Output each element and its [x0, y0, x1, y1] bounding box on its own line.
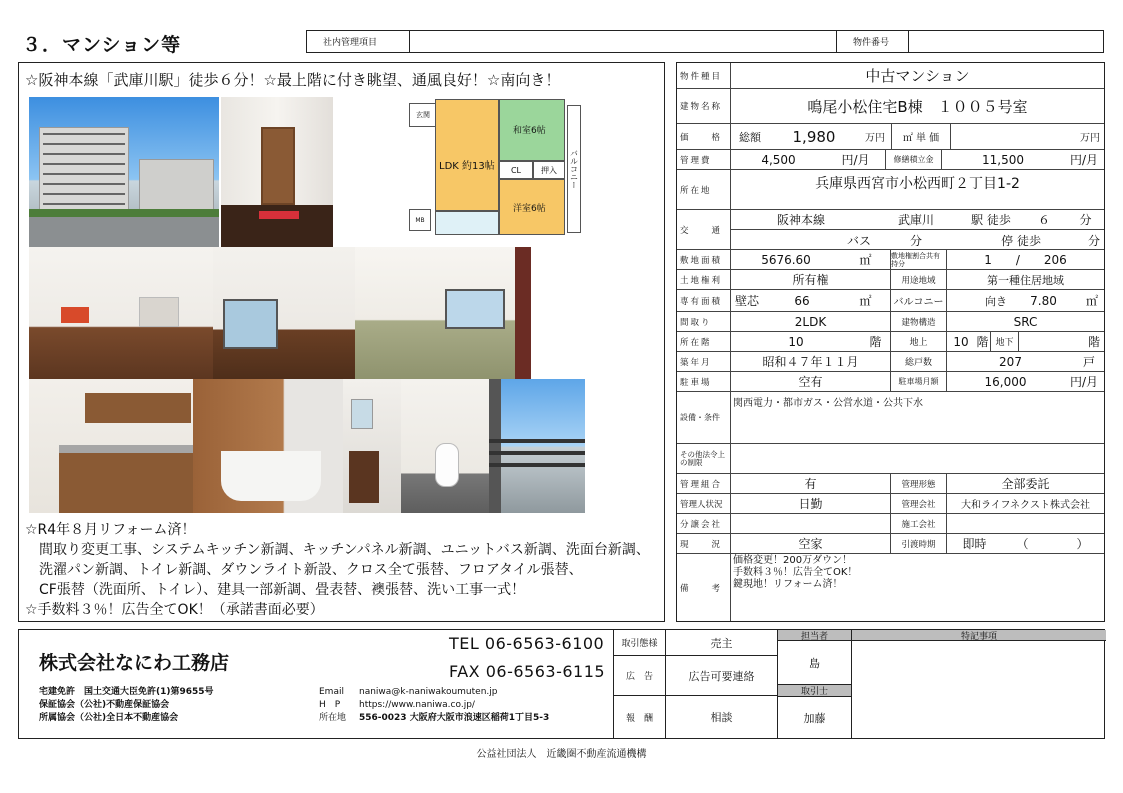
- balcony-photo: [489, 379, 585, 513]
- stop-walk-label: 停 徒歩: [1001, 233, 1041, 248]
- reform-line-5: ☆手数料３％！広告全てOK！（承諾書面必要）: [25, 602, 324, 618]
- site-area-unit: ㎡: [841, 250, 891, 269]
- name-value: 鳴尾小松住宅B棟 １００５号室: [807, 97, 1028, 116]
- total-label: 総額: [739, 130, 761, 144]
- company-tel: TEL 06-6563-6100: [449, 634, 605, 653]
- reform-line-4: CF張替（洗面所、トイレ）、建具一部新調、畳表替、襖張替、洗い工事一式！: [39, 582, 526, 598]
- fee-value: 相談: [666, 696, 778, 738]
- property-no-field[interactable]: [909, 31, 1103, 52]
- units-value: 207: [999, 354, 1022, 369]
- builder-label: 施工会社: [891, 514, 947, 533]
- parking-fee-unit: 円/月: [1069, 375, 1099, 389]
- price-value: 1,980: [792, 127, 836, 146]
- name-label: 建物名称: [677, 89, 731, 123]
- notes-label: 備 考: [677, 554, 731, 621]
- tsubo-unit: 万円: [1080, 133, 1100, 144]
- price-label: 価 格: [677, 124, 731, 149]
- fee-label: 報 酬: [614, 696, 666, 738]
- floor-label: 所在階: [677, 332, 731, 351]
- reform-notes: [25, 520, 665, 620]
- mgr-status-label: 管理人状況: [677, 494, 731, 513]
- internal-mgmt-field[interactable]: [410, 31, 837, 52]
- mgmt-fee-unit: 円/月: [826, 150, 886, 169]
- transport-label: 交 通: [677, 210, 731, 249]
- page-title: ３．マンション等: [22, 34, 182, 56]
- mgmt-co-label: 管理会社: [891, 494, 947, 513]
- floor-plan: [401, 97, 583, 247]
- parking-label: 駐車場: [677, 372, 731, 391]
- addr-value: 556-0023 大阪府大阪市浪速区稲荷1丁目5-3: [359, 713, 550, 723]
- reform-line-3: 洗濯パン新調、トイレ新調、ダウンライト新設、クロス全て張替、フロアタイル張替、: [39, 562, 583, 578]
- line-value: 阪神本線: [776, 213, 825, 227]
- land-right-label: 土地権利: [677, 270, 731, 289]
- notes-value: [731, 554, 1104, 621]
- legal-label: その他法令上の制限: [677, 444, 731, 473]
- mgmt-form-label: 管理形態: [891, 474, 947, 493]
- wall-center-label: 壁芯: [734, 294, 759, 308]
- license-line-1: 宅建免許 国土交通大臣免許(1)第9655号: [39, 687, 214, 697]
- above-value: 10: [953, 334, 969, 349]
- address-value: 兵庫県西宮市小松西町２丁目1-2: [815, 176, 1020, 192]
- deal-grid: [613, 630, 1105, 738]
- below-unit: 階: [1087, 335, 1100, 349]
- kitchen-photo: [29, 379, 193, 513]
- genkan-label: 玄関: [409, 103, 437, 127]
- clerk-value: 加藤: [778, 697, 852, 738]
- station-walk-label: 駅 徒歩: [971, 213, 1011, 227]
- washitsu-photo: [355, 247, 531, 379]
- address-label: 所在地: [677, 170, 731, 209]
- clerk-label: 取引士: [778, 685, 852, 697]
- handover-label: 引渡時期: [891, 534, 947, 553]
- ldk-label: LDK 約13帖: [439, 161, 495, 172]
- headline: ☆阪神本線「武庫川駅」徒歩６分！☆最上階に付き眺望、通風良好！☆南向き！: [25, 71, 561, 89]
- mgmt-fee-label: 管理費: [677, 150, 731, 169]
- license-line-2: 保証協会（公社)不動産保証協会: [39, 700, 170, 710]
- hp-link[interactable]: https://www.naniwa.co.jp/: [359, 700, 475, 710]
- repair-unit: 円/月: [1069, 153, 1099, 167]
- company-name: 株式会社なにわ工務店: [39, 652, 230, 674]
- photo-panel: [18, 62, 665, 622]
- organization: 公益社団法人 近畿圏不動産流通機構: [476, 749, 647, 760]
- zoning-value: 第一種住居地域: [987, 273, 1064, 287]
- structure-label: 建物構造: [891, 312, 947, 331]
- cl-label: CL: [499, 161, 533, 179]
- site-area-value: 5676.60: [761, 252, 811, 267]
- washitsu-label: 和室6帖: [513, 126, 546, 136]
- seller-co-label: 分譲会社: [677, 514, 731, 533]
- above-label: 地上: [891, 332, 947, 351]
- toilet-photo: [401, 379, 489, 513]
- mb-label: MB: [409, 209, 431, 231]
- layout-label: 間取り: [677, 312, 731, 331]
- parking-fee-value: 16,000: [984, 374, 1027, 389]
- balcony-dir: 向き: [985, 294, 1007, 308]
- share-label: 敷地権割合共有持分: [891, 250, 947, 269]
- zoning-label: 用途地域: [891, 270, 947, 289]
- type-label: 物件種目: [677, 63, 731, 88]
- staff-value: 島: [778, 641, 852, 685]
- license-info: [39, 686, 214, 725]
- below-label: 地下: [991, 332, 1019, 351]
- built-label: 築年月: [677, 352, 731, 371]
- bus-label: バス: [846, 233, 871, 248]
- share-value: 1 / 206: [984, 253, 1067, 267]
- email-link[interactable]: naniwa@k-naniwakoumuten.jp: [359, 687, 498, 697]
- exclusive-unit: ㎡: [841, 290, 891, 311]
- units-unit: 戸: [1082, 355, 1095, 369]
- notes-line-3: 鍵現地！リフォーム済！: [733, 579, 843, 590]
- floor-unit: 階: [861, 332, 891, 351]
- hp-label: H P: [319, 700, 341, 710]
- built-value: 昭和４７年１１月: [731, 352, 891, 371]
- legal-value: [731, 444, 1104, 473]
- assoc-label: 管理組合: [677, 474, 731, 493]
- balcony-label: バルコニー: [891, 290, 947, 311]
- special-value: [852, 641, 1106, 738]
- repair-value: 11,500: [982, 152, 1024, 167]
- special-label: 特記事項: [852, 630, 1106, 641]
- floor-value: 10: [788, 334, 804, 349]
- property-table: [676, 62, 1105, 622]
- contact-info: [319, 686, 549, 725]
- above-unit: 階: [975, 332, 991, 351]
- facility-label: 設備・条件: [677, 392, 731, 443]
- exclusive-label: 専有面積: [677, 290, 731, 311]
- washroom-photo: [343, 379, 401, 513]
- repair-label: 修繕積立金: [886, 150, 942, 169]
- structure-value: SRC: [1013, 314, 1038, 329]
- deal-value: 売主: [666, 630, 778, 656]
- land-right-value: 所有権: [731, 270, 891, 289]
- facility-value: 関西電力・都市ガス・公営水道・公共下水: [733, 398, 923, 409]
- units-label: 総戸数: [891, 352, 947, 371]
- license-line-3: 所属協会（公社)全日本不動産協会: [39, 713, 179, 723]
- exterior-photo: [29, 97, 219, 247]
- yoshitsu-label: 洋室6帖: [513, 204, 546, 214]
- mgr-status-value: 日勤: [731, 494, 891, 513]
- email-label: Email: [319, 687, 344, 697]
- status-label: 現 況: [677, 534, 731, 553]
- site-area-label: 敷地面積: [677, 250, 731, 269]
- internal-mgmt-label: 社内管理項目: [307, 31, 410, 52]
- price-unit: 万円: [865, 133, 885, 144]
- mgmt-form-value: 全部委託: [1001, 477, 1050, 491]
- layout-value: 2LDK: [731, 312, 891, 331]
- handover-value: 即時 （ ）: [962, 537, 1089, 551]
- station-minute: 分: [1079, 213, 1092, 227]
- balcony-label: バルコニー: [567, 105, 581, 233]
- entrance-photo: [221, 97, 333, 247]
- exclusive-value: 66: [794, 293, 810, 308]
- company-fax: FAX 06-6563-6115: [449, 662, 606, 681]
- addr-label: 所在地: [319, 713, 347, 723]
- station-value: 武庫川: [897, 213, 934, 227]
- tsubo-label: ㎡ 単 価: [891, 124, 951, 149]
- oshiire-label: 押入: [533, 161, 565, 179]
- parking-fee-label: 駐車場月額: [891, 372, 947, 391]
- management-bar: [306, 30, 1104, 53]
- assoc-value: 有: [731, 474, 891, 493]
- window-photo: [213, 247, 355, 379]
- notes-line-2: 手数料３％！広告全てOK！: [733, 567, 858, 578]
- bathroom-photo: [193, 379, 343, 513]
- company-footer: [18, 629, 1105, 739]
- staff-label: 担当者: [778, 630, 852, 641]
- ad-value: 広告可要連絡: [666, 656, 778, 696]
- type-value: 中古マンション: [865, 67, 970, 85]
- ldk-photo: [29, 247, 213, 379]
- stop-minute: 分: [1087, 233, 1100, 248]
- balcony-unit: ㎡: [1085, 294, 1098, 308]
- deal-label: 取引態様: [614, 630, 666, 656]
- builder-value: [947, 514, 1104, 533]
- balcony-value: 7.80: [1030, 293, 1057, 308]
- mgmt-fee-value: 4,500: [761, 152, 796, 167]
- mgmt-co-value: 大和ライフネクスト株式会社: [961, 500, 1090, 511]
- property-no-label: 物件番号: [837, 31, 909, 52]
- ad-label: 広 告: [614, 656, 666, 696]
- parking-value: 空有: [731, 372, 891, 391]
- station-walk-value: ６: [1037, 213, 1050, 227]
- seller-co-value: [731, 514, 891, 533]
- reform-line-1: ☆R4年８月リフォーム済！: [25, 522, 196, 538]
- notes-line-1: 価格変更！200万ダウン！: [733, 555, 853, 566]
- status-value: 空家: [731, 534, 891, 553]
- reform-line-2: 間取り変更工事、システムキッチン新調、キッチンパネル新調、ユニットバス新調、洗面台新調、: [39, 542, 650, 558]
- bus-minute: 分: [909, 233, 922, 248]
